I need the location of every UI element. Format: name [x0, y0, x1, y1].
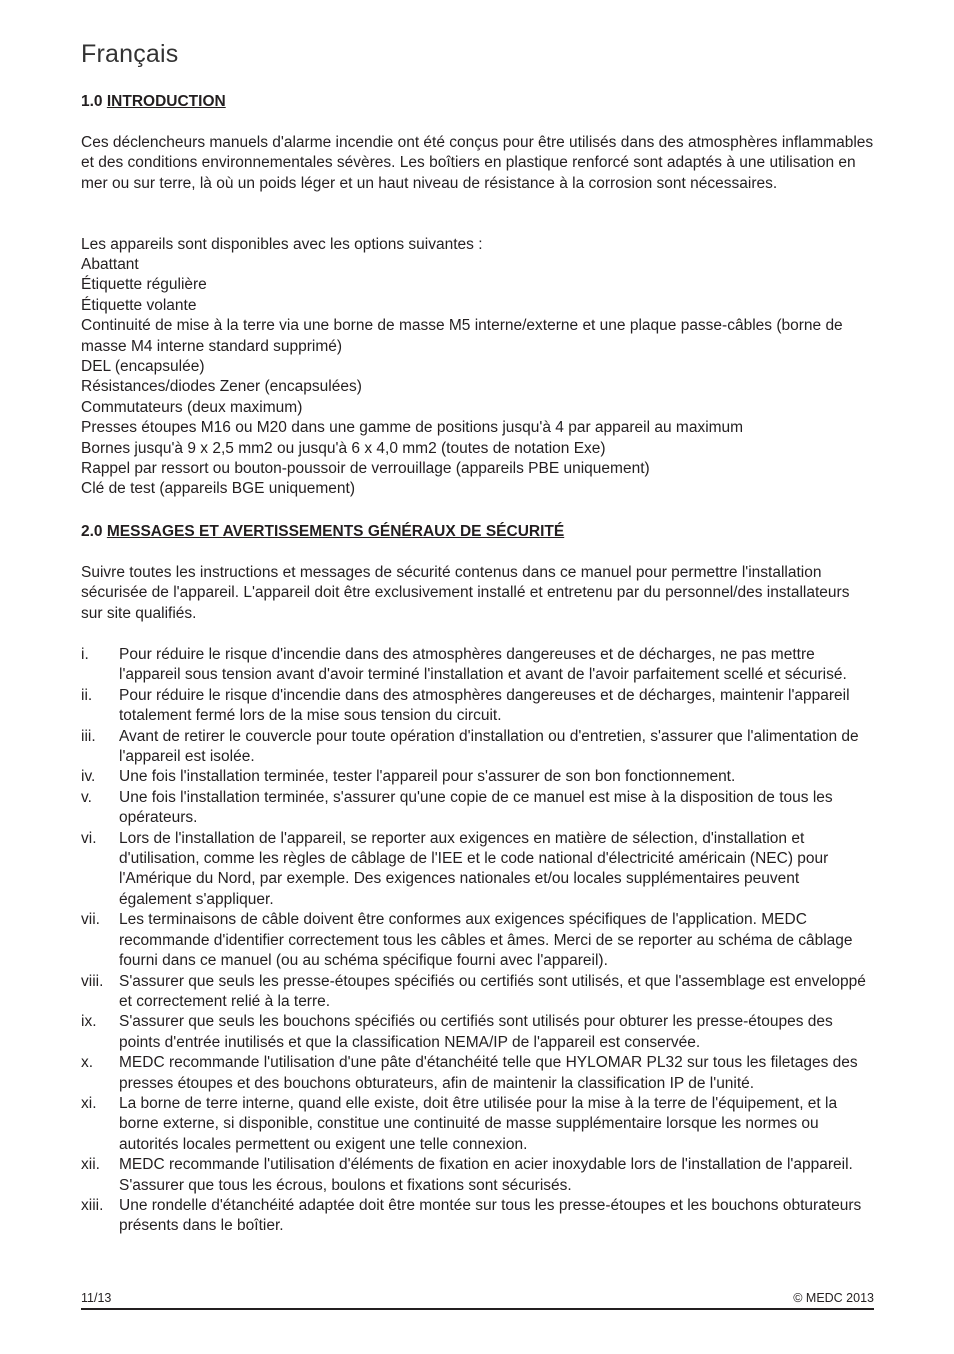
list-item: Abattant	[81, 256, 139, 273]
list-item: DEL (encapsulée)	[81, 358, 205, 376]
list-item: Presses étoupes M16 ou M20 dans une gamme de positions jusqu'à 4 par appareil au maximum	[81, 419, 744, 437]
item-text: Pour réduire le risque d'incendie dans des atmosphères dangereuses et de décharges, ne pas mettre l'appareil sous tension avant d'avoir terminé l'installation et avant de l'avoir parfaitement scellé et sécurisé.	[119, 646, 847, 684]
list-item: Bornes jusqu'à 9 x 2,5 mm2 ou jusqu'à 6 x 4,0 mm2 (toutes de notation Exe)	[81, 439, 606, 457]
list-item: Clé de test (appareils BGE uniquement)	[81, 480, 355, 498]
section-2-paragraph: Suivre toutes les instructions et messages de sécurité contenus dans ce manuel pour permettre l'installation sécurisée de l'appareil. L'appareil doit être exclusivement installé et entretenu par du personnel/des installateurs sur site qualifiés.	[81, 564, 850, 622]
section-2-heading	[81, 522, 564, 542]
section-1-paragraph: Ces déclencheurs manuels d'alarme incendie ont été conçus pour être utilisés dans des atmosphères inflammables et des conditions environnementales sévères. Les boîtiers en plastique renforcé sont adaptés à une utilisation en mer ou sur terre, là où un poids léger et un haut niveau de résistance à la corrosion sont nécessaires.	[81, 134, 874, 192]
item-number: i.	[81, 646, 89, 663]
item-number: viii.	[81, 972, 104, 990]
language-title: Français	[81, 40, 179, 68]
section-2-title: MESSAGES ET AVERTISSEMENTS GÉNÉRAUX DE SÉCURITÉ	[106, 523, 565, 540]
list-item	[81, 1196, 874, 1237]
item-number: ii.	[81, 686, 93, 704]
item-number: iii.	[81, 727, 96, 745]
list-item	[81, 1155, 874, 1196]
list-item	[81, 829, 874, 911]
list-item	[81, 686, 874, 727]
list-item	[81, 1094, 874, 1155]
item-number: xiii.	[81, 1196, 104, 1214]
item-number: ix.	[81, 1013, 97, 1031]
item-text: MEDC recommande l'utilisation d'une pâte d'étanchéité telle que HYLOMAR PL32 sur tous les filetages des presses étoupes et des bouchons obturateurs, afin de maintenir la classification IP de l'unité.	[119, 1054, 858, 1092]
options-list	[81, 255, 874, 500]
list-item: Étiquette régulière	[81, 276, 207, 294]
item-number: vi.	[81, 829, 97, 847]
list-item	[81, 972, 874, 1013]
list-item: Commutateurs (deux maximum)	[81, 398, 303, 416]
section-1-title: INTRODUCTION	[106, 93, 226, 110]
section-1-heading	[81, 92, 226, 112]
list-item	[81, 1012, 874, 1053]
options-intro: Les appareils sont disponibles avec les options suivantes :	[81, 236, 483, 253]
item-number: x.	[81, 1054, 94, 1072]
item-text: S'assurer que seuls les presse-étoupes spécifiés ou certifiés sont utilisés, et que l'assemblage est enveloppé et correctement relié à la terre.	[119, 972, 866, 1010]
item-text: Une fois l'installation terminée, s'assurer qu'une copie de ce manuel est mise à la disposition de tous les opérateurs.	[119, 788, 833, 827]
item-text: S'assurer que seuls les bouchons spécifiés ou certifiés sont utilisés pour obturer les presse-étoupes des points d'entrée inutilisés et que la classification NEMA/IP de l'appareil est conservée.	[119, 1013, 833, 1051]
footer-divider	[81, 1308, 874, 1310]
item-text: Les terminaisons de câble doivent être conformes aux exigences spécifiques de l'application. MEDC recommande d'identifier correctement tous les câbles et âmes. Merci de se reporter au schéma de câblage fourni dans ce manuel (ou au schéma spécifique fourni avec l'appareil).	[119, 911, 853, 970]
item-number: iv.	[81, 768, 96, 786]
item-text: MEDC recommande l'utilisation d'éléments de fixation en acier inoxydable lors de l'installation de l'appareil. S'assurer que tous les écrous, boulons et fixations sont sécurisés.	[119, 1156, 853, 1194]
list-item: Rappel par ressort ou bouton-poussoir de verrouillage (appareils PBE uniquement)	[81, 460, 650, 478]
list-item	[81, 910, 874, 971]
list-item: Continuité de mise à la terre via une borne de masse M5 interne/externe et une plaque passe-câbles (borne de masse M4 interne standard supprimé)	[81, 317, 843, 355]
item-text: Avant de retirer le couvercle pour toute opération d'installation ou d'entretien, s'assurer que l'alimentation de l'appareil est isolée.	[119, 727, 859, 766]
list-item	[81, 727, 874, 768]
item-number: xii.	[81, 1156, 100, 1174]
list-item: Résistances/diodes Zener (encapsulées)	[81, 378, 362, 396]
copyright: © MEDC 2013	[793, 1291, 874, 1305]
page-number: 11/13	[81, 1291, 112, 1305]
item-number: vii.	[81, 911, 100, 929]
section-1-number: 1.0	[81, 93, 103, 110]
item-text: Pour réduire le risque d'incendie dans des atmosphères dangereuses et de décharges, maintenir l'appareil totalement fermé lors de la mise sous tension du circuit.	[119, 686, 850, 725]
list-item	[81, 788, 874, 829]
list-item: Étiquette volante	[81, 296, 197, 314]
item-text: Une rondelle d'étanchéité adaptée doit être montée sur tous les presse-étoupes et les bouchons obturateurs présents dans le boîtier.	[119, 1196, 862, 1235]
list-item	[81, 767, 874, 787]
safety-list	[81, 645, 874, 1237]
item-number: v.	[81, 788, 92, 806]
section-2-number: 2.0	[81, 523, 103, 540]
item-number: xi.	[81, 1094, 97, 1112]
item-text: La borne de terre interne, quand elle existe, doit être utilisée pour la mise à la terre de l'équipement, et la borne externe, si disponible, constitue une continuité de masse supplémentaire lorsque les normes ou autorités locales permettent ou exigent une telle connexion.	[119, 1094, 838, 1153]
list-item	[81, 1053, 874, 1094]
item-text: Lors de l'installation de l'appareil, se reporter aux exigences en matière de sélection, d'installation et d'utilisation, comme les règles de câblage de l'IEE et le code national d'électricité américain (NEC) pour l'Amérique du Nord, par exemple. Des exigences nationales et/ou locales supplémentaires peuvent également s'appliquer.	[119, 829, 829, 908]
list-item	[81, 645, 874, 686]
item-text: Une fois l'installation terminée, tester l'appareil pour s'assurer de son bon fonctionnement.	[119, 768, 736, 786]
